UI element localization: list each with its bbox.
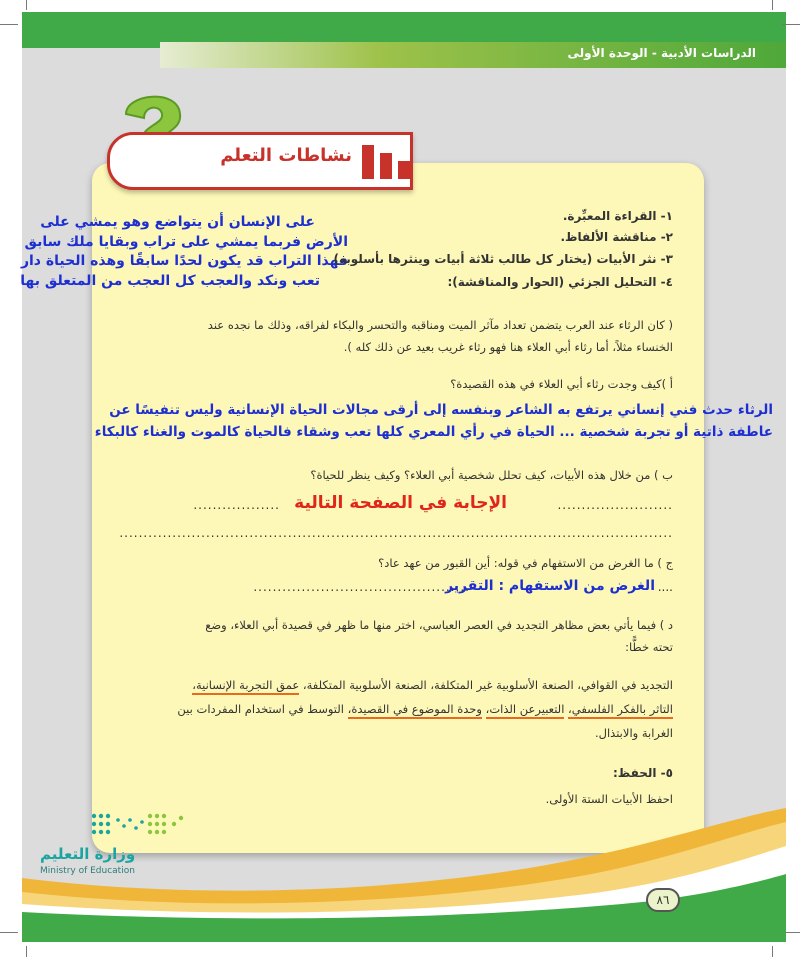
underlined-choice: وحدة الموضوع في القصيدة، bbox=[348, 702, 482, 719]
crop-mark bbox=[0, 932, 18, 933]
answer-line-dots: .................. bbox=[193, 498, 280, 512]
underlined-choice: التعبيرعن الذات، bbox=[486, 702, 565, 719]
intro-text: الخنساء مثلاً، أما رثاء أبي العلاء هنا فهو رثاء غريب بعيد عن ذلك كله ). bbox=[343, 340, 673, 354]
memorize-text: احفظ الأبيات الستة الأولى. bbox=[545, 792, 673, 806]
ministry-name-en: Ministry of Education bbox=[40, 866, 135, 876]
crop-mark bbox=[782, 24, 800, 25]
activity-item: ٣- نثر الأبيات (يختار كل طالب ثلاثة أبيات وينثرها بأسلوبه) bbox=[333, 252, 673, 266]
ministry-name-ar: وزارة التعليم bbox=[40, 845, 136, 863]
underlined-choice: التاثر بالفكر الفلسفي، bbox=[568, 702, 673, 719]
renewal-list-text: التجديد في القوافي، الصنعة الأسلوبية غير المتكلفة، الصنعة الأسلوبية المتكلفة، bbox=[302, 678, 673, 692]
side-note-line: فهذا التراب قد يكون لحدًا سابقًا وهذه الحياة دار bbox=[20, 253, 348, 269]
activity-item: ٢- مناقشة الألفاظ. bbox=[560, 230, 673, 244]
question-d: تحته خطًّا: bbox=[625, 640, 673, 654]
crop-mark bbox=[0, 24, 18, 25]
answer-c: الغرض من الاستفهام : التقرير bbox=[445, 578, 655, 594]
ministry-logo-icon bbox=[88, 808, 188, 844]
crop-mark bbox=[26, 0, 27, 10]
answer-line-dots: .... bbox=[657, 580, 673, 594]
banner-bars-icon bbox=[358, 137, 418, 182]
answer-line-dots: ............................................. bbox=[253, 580, 470, 594]
renewal-list bbox=[177, 702, 673, 716]
intro-text: ( كان الرثاء عند العرب يتضمن تعداد مآثر الميت ومناقبه والتحسر والبكاء لفراقه، وذلك ما نجده عند bbox=[207, 318, 673, 332]
question-d: د ) فيما يأتي بعض مظاهر التجديد في العصر العباسي، اختر منها ما ظهر في قصيدة أبي العلاء، وضع bbox=[205, 618, 673, 632]
answer-line-dots: ................................................................................................................... bbox=[119, 526, 673, 540]
activity-item: ٥- الحفظ: bbox=[612, 766, 673, 780]
question-b: ب ) من خلال هذه الأبيات، كيف تحلل شخصية أبي العلاء؟ وكيف ينظر للحياة؟ bbox=[310, 468, 673, 482]
answer-line-dots: ........................ bbox=[557, 498, 673, 512]
side-note-line: على الإنسان أن يتواضع وهو يمشي على bbox=[40, 214, 315, 230]
side-note-line: تعب ونكد والعجب كل العجب من المتعلق بها bbox=[20, 273, 320, 289]
activity-item: ٤- التحليل الجزئي (الحوار والمناقشة): bbox=[447, 275, 673, 289]
answer-a: عاطفة ذاتية أو تجربة شخصية ... الحياة في رأي المعري كلها تعب وشقاء فالحياة كالموت والغناء كالبكاء bbox=[94, 424, 773, 440]
activities-banner bbox=[107, 132, 413, 190]
renewal-list bbox=[192, 678, 673, 692]
header-strip bbox=[160, 42, 786, 68]
renewal-list-text: التوسط في استخدام المفردات بين bbox=[177, 702, 344, 716]
crop-mark bbox=[772, 0, 773, 10]
crop-mark bbox=[26, 946, 27, 957]
header-title: الدراسات الأدبية - الوحدة الأولى bbox=[567, 46, 756, 60]
answer-a: الرثاء حدث فني إنساني يرتفع به الشاعر وبنفسه إلى أرقى مجالات الحياة الإنسانية وليس تنفيسًا عن bbox=[109, 402, 773, 418]
question-c: ج ) ما الغرض من الاستفهام في قوله: أين القبور من عهد عاد؟ bbox=[378, 556, 673, 570]
answer-b: الإجابة في الصفحة التالية bbox=[294, 493, 507, 513]
renewal-list-text: الغرابة والابتذال. bbox=[594, 726, 673, 740]
crop-mark bbox=[772, 946, 773, 957]
activity-item: ١- القراءة المعبِّرة. bbox=[562, 209, 673, 223]
banner-title: نشاطات التعلم bbox=[220, 145, 352, 166]
question-a: أ )كيف وجدت رثاء أبي العلاء في هذه القصيدة؟ bbox=[450, 377, 673, 391]
side-note-line: الأرض فربما يمشي على تراب وبقايا ملك سابق bbox=[24, 234, 348, 250]
underlined-choice: عمق التجربة الإنسانية، bbox=[192, 678, 299, 695]
page-number: ٨٦ bbox=[646, 888, 680, 912]
